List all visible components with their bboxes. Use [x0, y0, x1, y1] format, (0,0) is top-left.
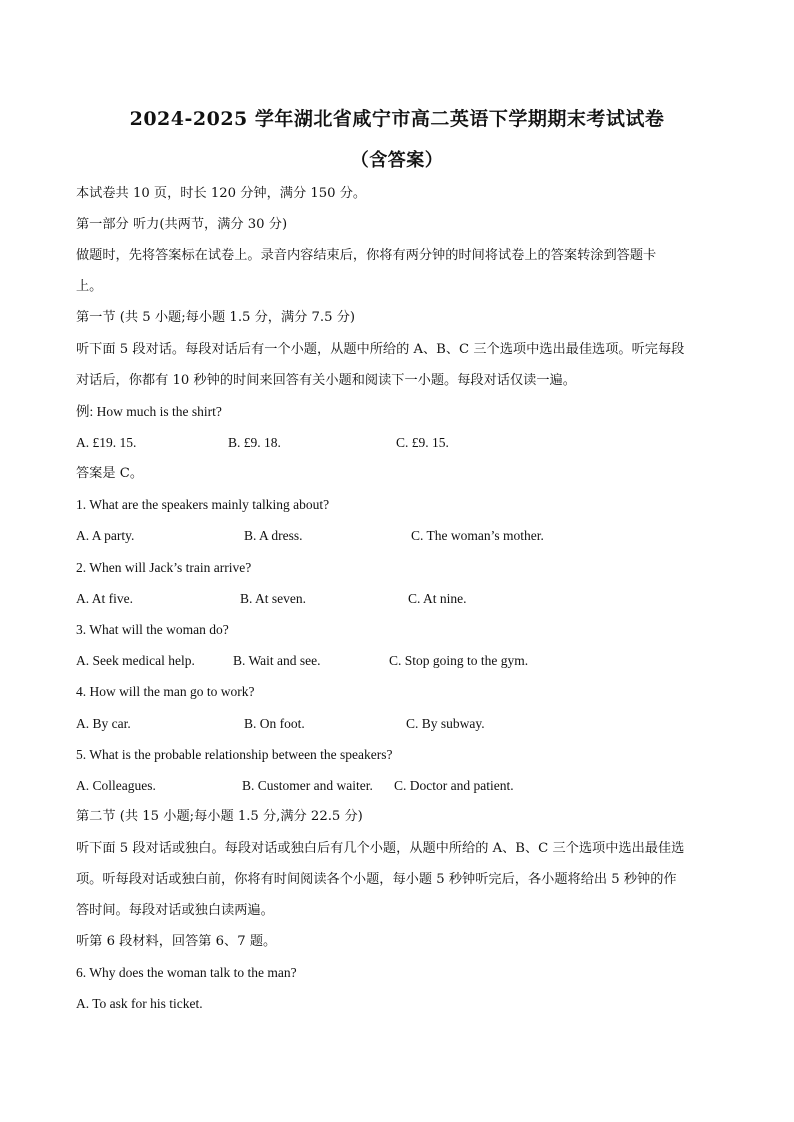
- question-3-option-a: A. Seek medical help.: [76, 653, 195, 668]
- question-6: 6. Why does the woman talk to the man?: [76, 965, 297, 980]
- example-question: 例: How much is the shirt?: [76, 404, 222, 419]
- question-1: 1. What are the speakers mainly talking about?: [76, 497, 330, 512]
- question-5-option-b: B. Customer and waiter.: [242, 778, 373, 793]
- question-2-option-b: B. At seven.: [240, 591, 306, 606]
- intro-text: 本试卷共 10 页，时长 120 分钟，满分 150 分。: [76, 186, 367, 201]
- question-2-option-c: C. At nine.: [408, 591, 467, 606]
- question-3-option-b: B. Wait and see.: [233, 653, 321, 668]
- section2-instruction-line3: 答时间。每段对话或独白读两遍。: [76, 903, 274, 918]
- question-5-option-c: C. Doctor and patient.: [394, 778, 514, 793]
- question-2-option-a: A. At five.: [76, 591, 133, 606]
- question-4: 4. How will the man go to work?: [76, 684, 255, 699]
- page-title: 2024-2025 学年湖北省咸宁市高二英语下学期期末考试试卷: [129, 108, 665, 130]
- question-5-option-a: A. Colleagues.: [76, 778, 156, 793]
- part1-heading: 第一部分 听力(共两节，满分 30 分): [76, 217, 288, 232]
- question-4-option-c: C. By subway.: [406, 716, 485, 731]
- part1-instruction-line1: 做题时，先将答案标在试卷上。录音内容结束后，你将有两分钟的时间将试卷上的答案转涂到答题卡: [76, 248, 657, 263]
- example-option-b: B. £9. 18.: [228, 435, 281, 450]
- example-answer: 答案是 C。: [76, 466, 144, 481]
- section1-instruction-line1: 听下面 5 段对话。每段对话后有一个小题，从题中所给的 A、B、C 三个选项中选出最佳选项。听完每段: [76, 342, 685, 357]
- question-1-option-c: C. The woman’s mother.: [411, 528, 544, 543]
- question-3: 3. What will the woman do?: [76, 622, 229, 637]
- part1-instruction-line2: 上。: [76, 279, 103, 294]
- section2-instruction-line2: 项。听每段对话或独白前，你将有时间阅读各个小题，每小题 5 秒钟听完后，各小题将给出 5 秒钟的作: [76, 872, 677, 887]
- question-4-option-a: A. By car.: [76, 716, 131, 731]
- page-subtitle: （含答案）: [350, 150, 444, 171]
- question-1-option-b: B. A dress.: [244, 528, 303, 543]
- question-4-option-b: B. On foot.: [244, 716, 305, 731]
- section2-heading: 第二节 (共 15 小题;每小题 1.5 分,满分 22.5 分): [76, 809, 363, 824]
- material-6-heading: 听第 6 段材料，回答第 6、7 题。: [76, 934, 277, 949]
- section2-instruction-line1: 听下面 5 段对话或独白。每段对话或独白后有几个小题，从题中所给的 A、B、C 三个选项中选出最佳选: [76, 841, 685, 856]
- question-2: 2. When will Jack’s train arrive?: [76, 560, 252, 575]
- example-option-c: C. £9. 15.: [396, 435, 449, 450]
- question-1-option-a: A. A party.: [76, 528, 135, 543]
- question-5: 5. What is the probable relationship between the speakers?: [76, 747, 393, 762]
- section1-heading: 第一节 (共 5 小题;每小题 1.5 分，满分 7.5 分): [76, 310, 356, 325]
- section1-instruction-line2: 对话后，你都有 10 秒钟的时间来回答有关小题和阅读下一小题。每段对话仅读一遍。: [76, 373, 576, 388]
- question-6-option-a: A. To ask for his ticket.: [76, 996, 203, 1011]
- example-option-a: A. £19. 15.: [76, 435, 137, 450]
- question-3-option-c: C. Stop going to the gym.: [389, 653, 529, 668]
